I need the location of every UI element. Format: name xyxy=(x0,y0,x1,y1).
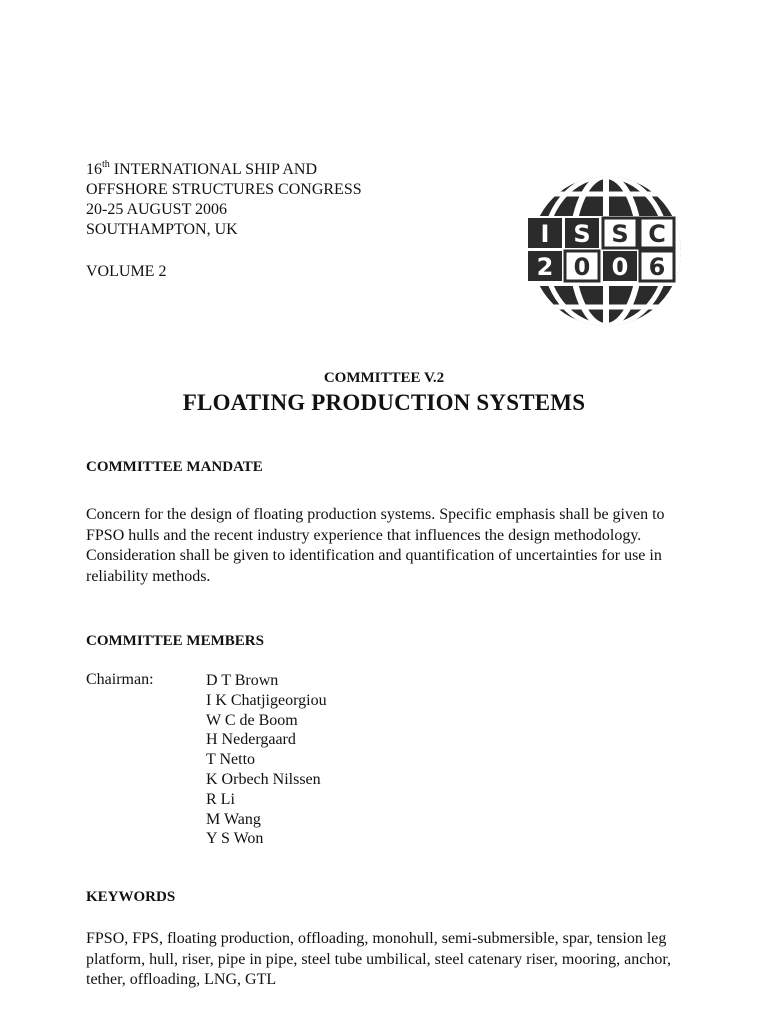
member-name: M Wang xyxy=(206,810,261,828)
logo-letter-c: C xyxy=(648,220,666,248)
member-name: Y S Won xyxy=(206,830,264,848)
header-line-1: 16th INTERNATIONAL SHIP AND xyxy=(86,158,318,178)
member-name: I K Chatjigeorgiou xyxy=(206,691,327,709)
member-name: T Netto xyxy=(206,751,256,769)
members-heading: COMMITTEE MEMBERS xyxy=(86,633,264,649)
mandate-heading: COMMITTEE MANDATE xyxy=(86,459,263,475)
page-title: FLOATING PRODUCTION SYSTEMS xyxy=(182,390,586,415)
member-name: R Li xyxy=(206,790,235,808)
header-line-2: OFFSHORE STRUCTURES CONGRESS xyxy=(86,181,362,198)
volume-label: VOLUME 2 xyxy=(86,263,167,280)
members-list xyxy=(206,671,327,849)
committee-label: COMMITTEE V.2 xyxy=(323,370,445,386)
logo-digit-2: 2 xyxy=(536,253,554,281)
member-name: H Nedergaard xyxy=(206,731,296,749)
logo-digit-0b: 0 xyxy=(611,253,629,281)
header-line-3: 20-25 AUGUST 2006 xyxy=(86,201,228,218)
logo-letter-i: I xyxy=(540,220,550,248)
member-name: K Orbech Nilssen xyxy=(206,770,321,788)
header-line-4: SOUTHAMPTON, UK xyxy=(86,221,238,238)
member-name: D T Brown xyxy=(206,672,279,689)
chairman-label: Chairman: xyxy=(86,671,154,688)
member-name: W C de Boom xyxy=(206,711,298,729)
keywords-text: FPSO, FPS, floating production, offloading, monohull, semi-submersible, spar, tension leg platform, hull, riser, pipe in pipe, steel tube umbilical, steel catenary riser, mooring, anchor, tether, offloading, LNG, GTL xyxy=(86,930,672,988)
issc-globe-logo xyxy=(526,172,684,330)
keywords-heading: KEYWORDS xyxy=(86,889,176,905)
congress-header xyxy=(86,160,362,240)
logo-digit-0a: 0 xyxy=(573,253,591,281)
logo-letter-s2: S xyxy=(611,220,629,248)
logo-letter-s1: S xyxy=(573,220,591,248)
logo-digit-6: 6 xyxy=(648,253,666,281)
mandate-text: Concern for the design of floating production systems. Specific emphasis shall be given to FPSO hulls and the recent industry experience that influences the design methodology. Consideration shall be given to identification and quantification of uncertainties for use in reliability methods. xyxy=(86,506,665,585)
